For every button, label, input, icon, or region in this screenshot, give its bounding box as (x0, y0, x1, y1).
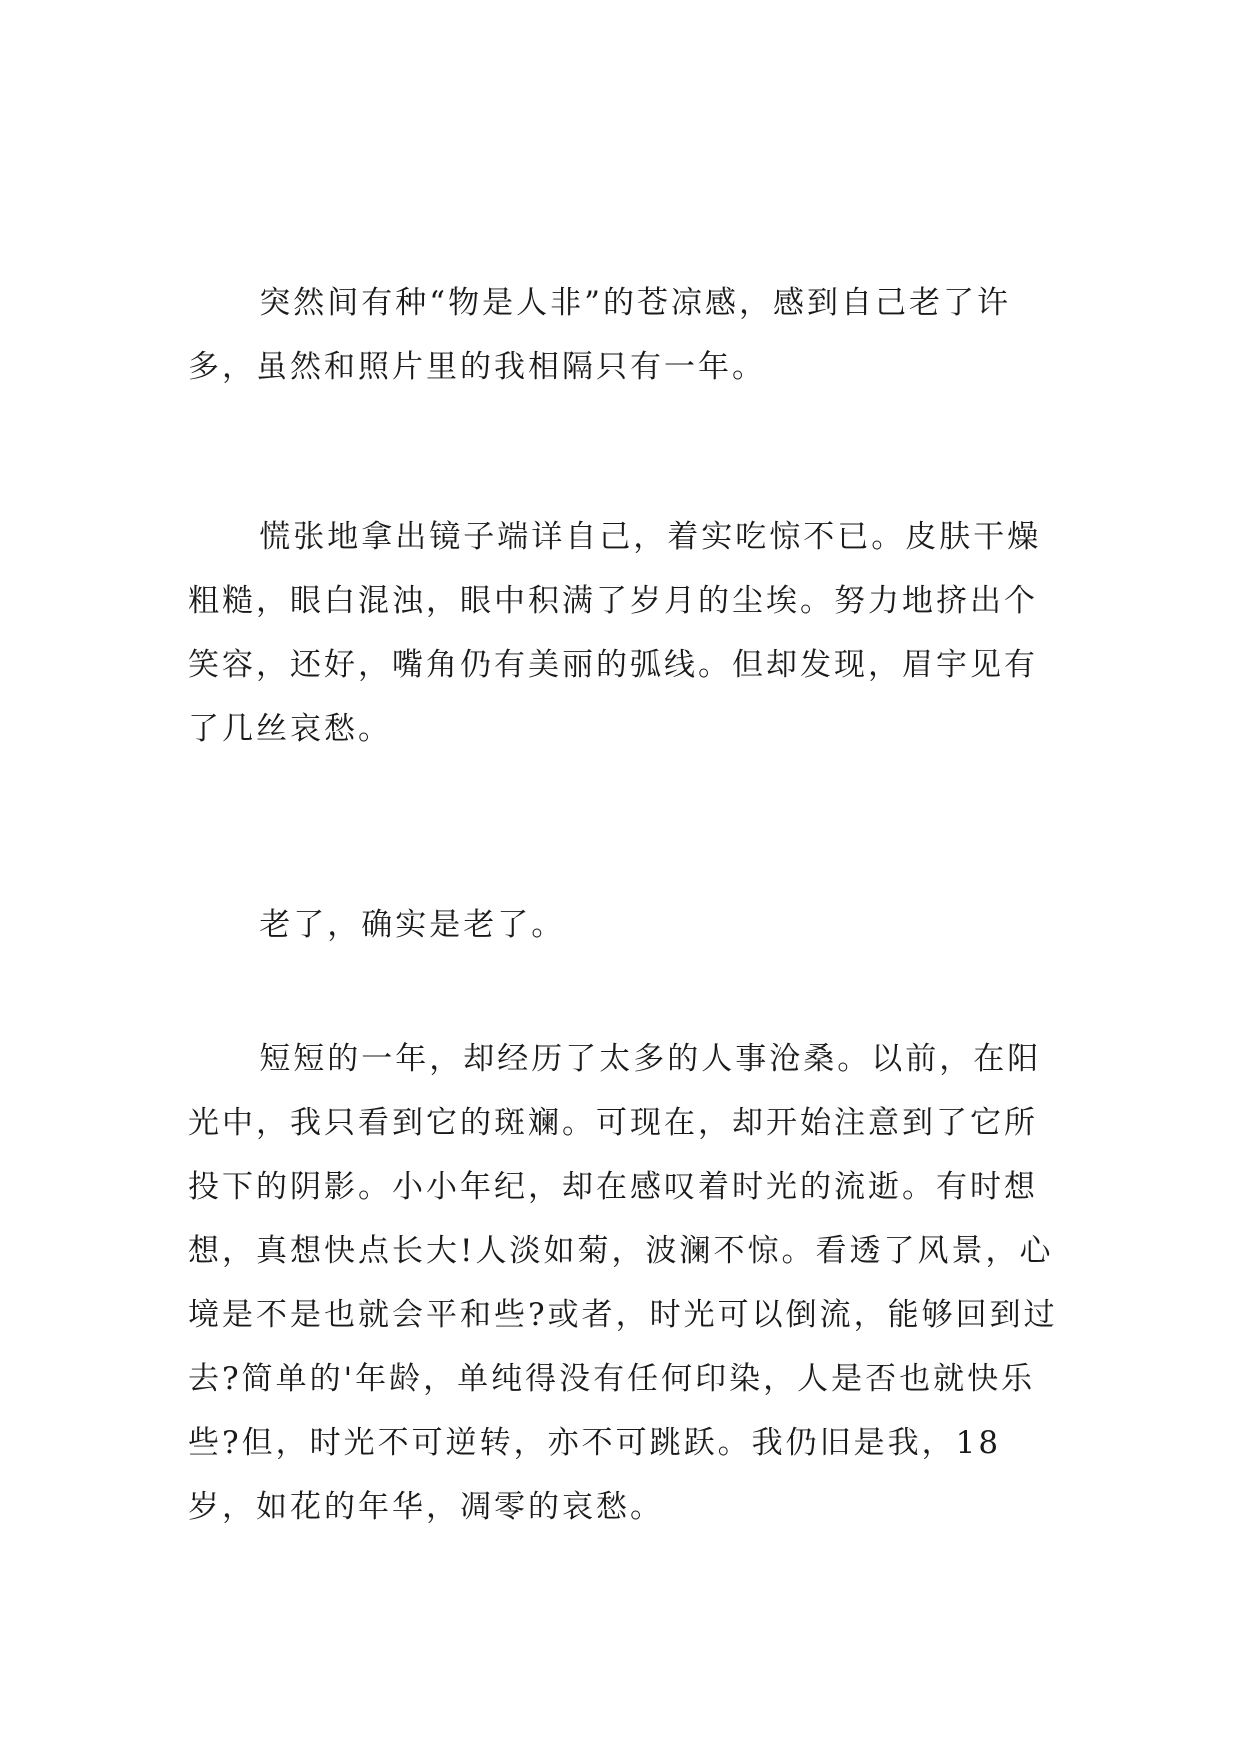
paragraph-1: 突然间有种“物是人非”的苍凉感，感到自己老了许多，虽然和照片里的我相隔只有一年。 (188, 285, 1011, 385)
paragraph-2: 慌张地拿出镜子端详自己，着实吃惊不已。皮肤干燥粗糙，眼白混浊，眼中积满了岁月的尘埃。努力地挤出个笑容，还好，嘴角仍有美丽的弧线。但却发现，眉宇见有了几丝哀愁。 (188, 519, 1042, 747)
paragraph-3: 老了，确实是老了。 (259, 907, 566, 943)
paragraph-4: 短短的一年，却经历了太多的人事沧桑。以前，在阳光中，我只看到它的斑斓。可现在，却开始注意到了它所投下的阴影。小小年纪，却在感叹着时光的流逝。有时想想，真想快点长大!人淡如菊，波澜不惊。看透了风景，心境是不是也就会平和些?或者，时光可以倒流，能够回到过去?简单的'年龄，单纯得没有任何印染，人是否也就快乐些?但，时光不可逆转，亦不可跳跃。我仍旧是我，18 岁，如花的年华，凋零的哀愁。 (188, 1041, 1058, 1525)
